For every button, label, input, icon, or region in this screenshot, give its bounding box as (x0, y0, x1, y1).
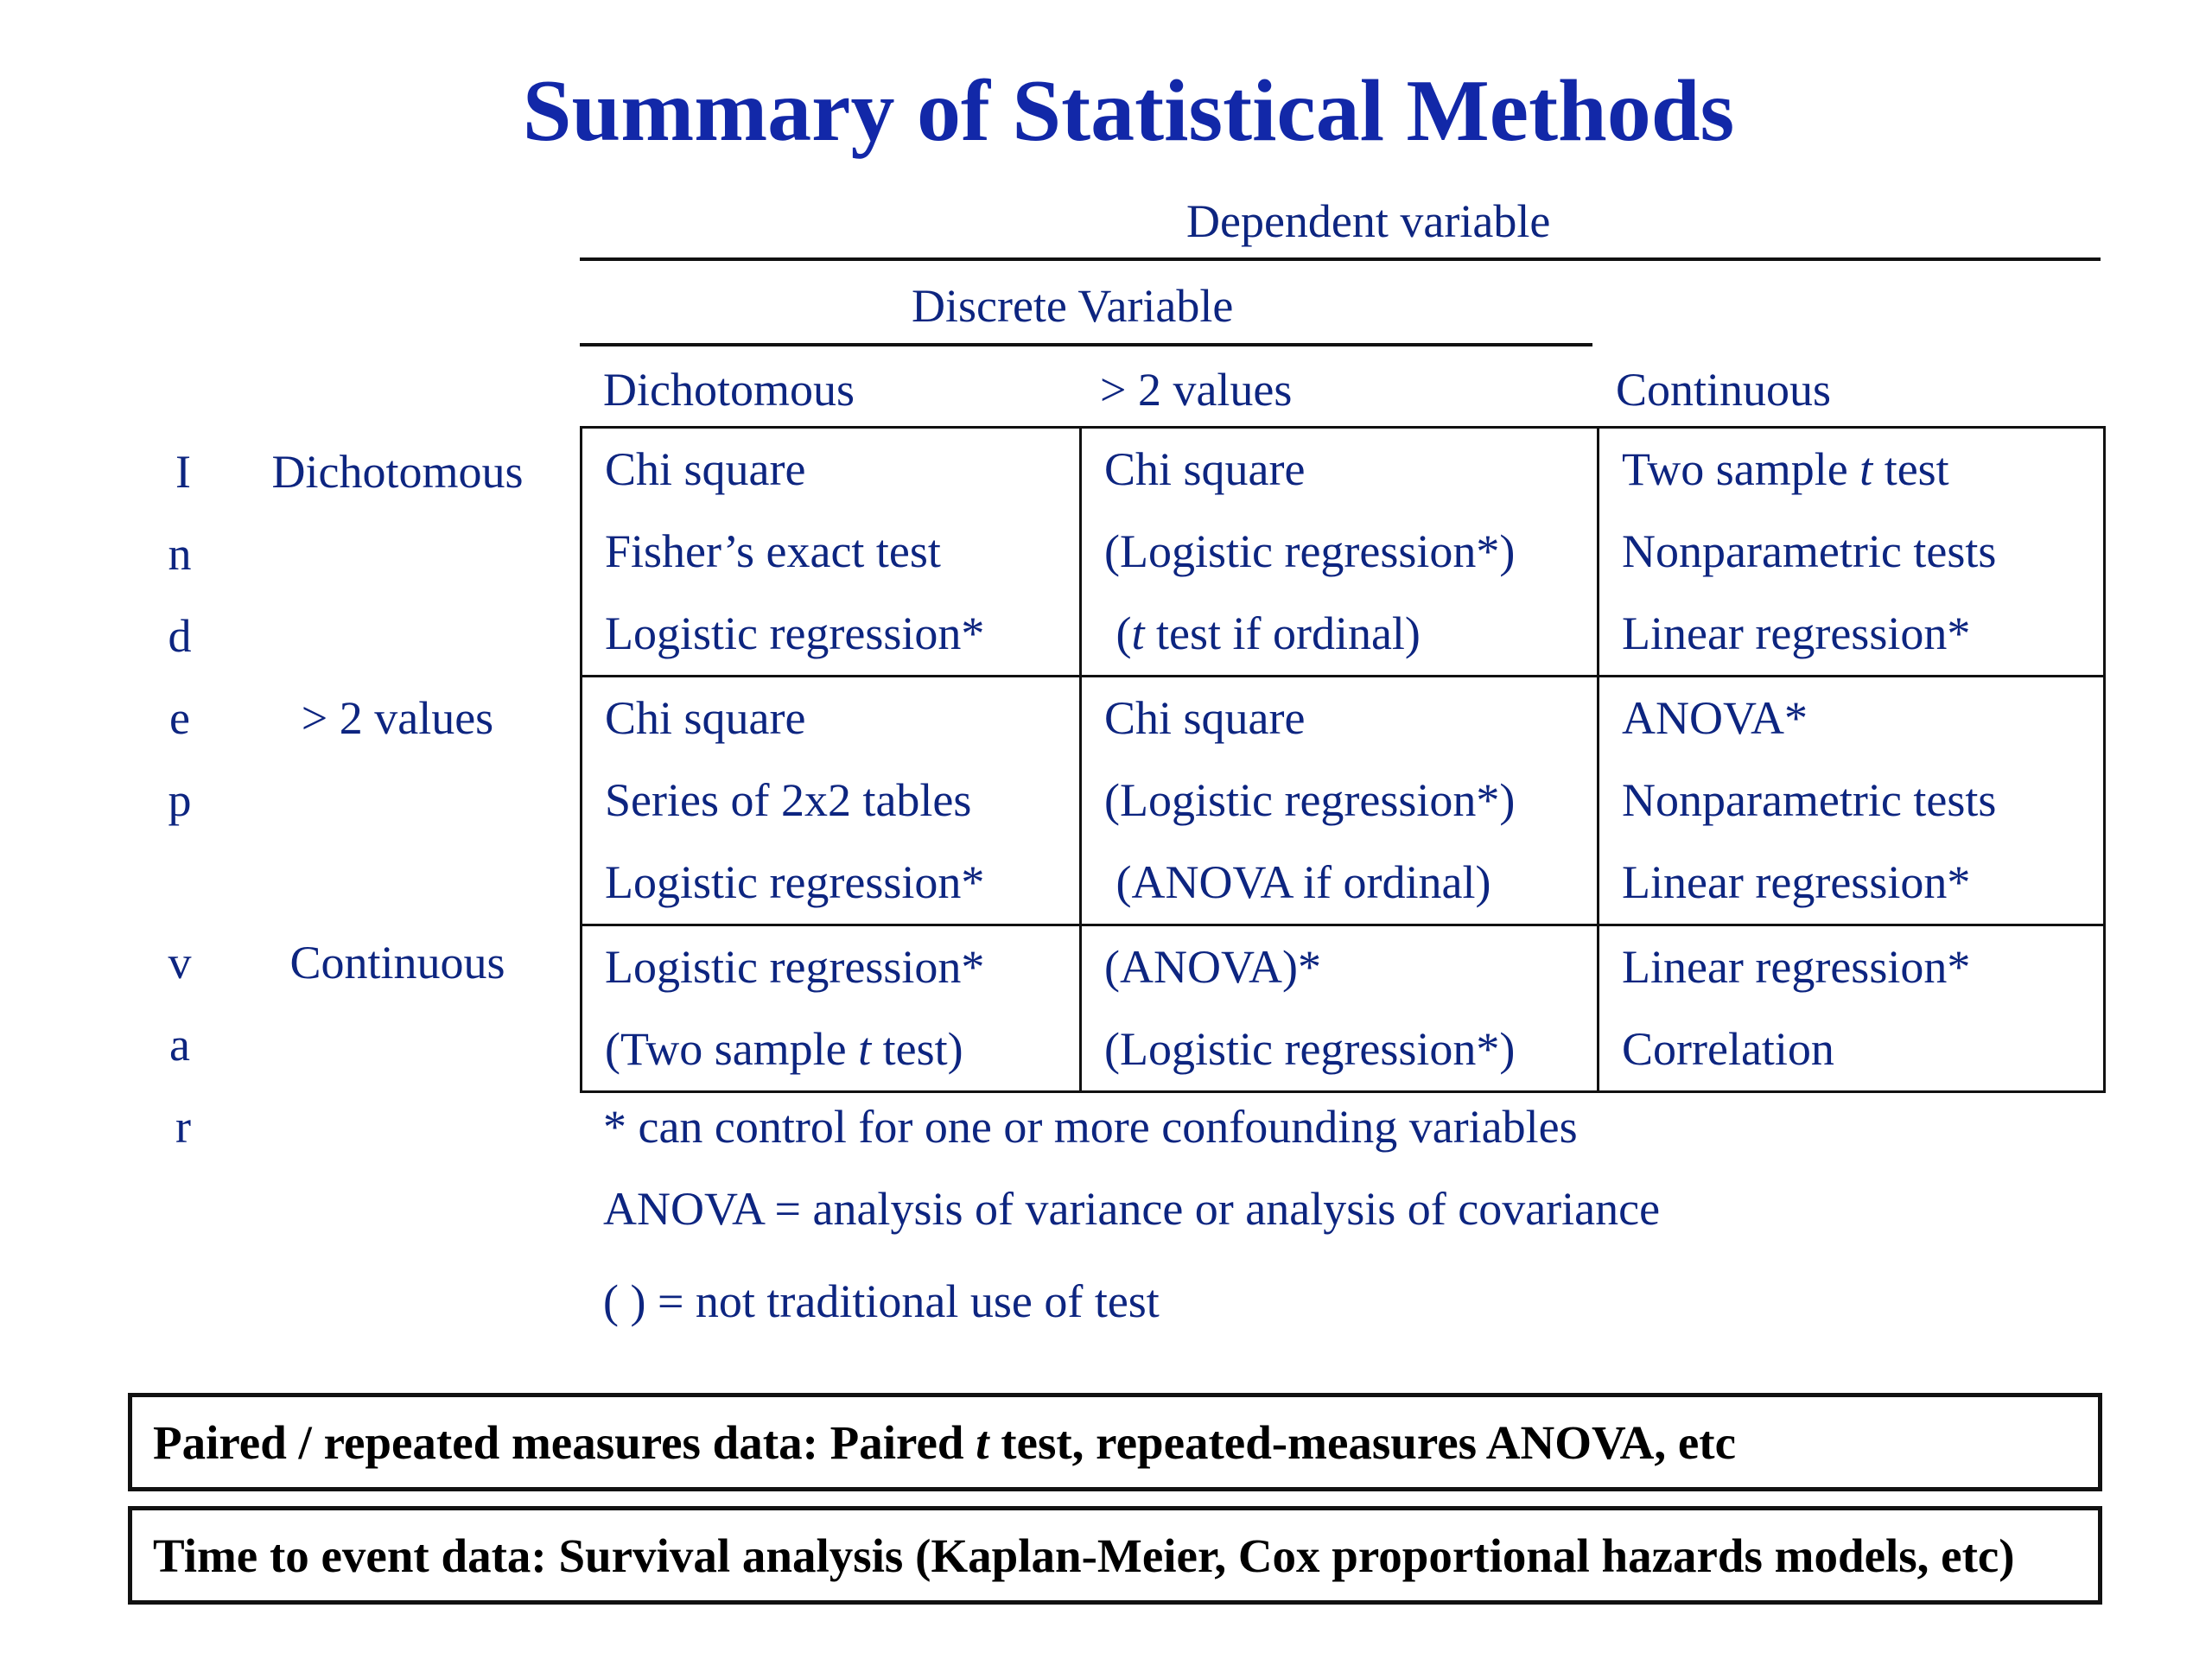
method-line: (Logistic regression*) (1104, 1023, 1516, 1075)
method-line: Two sample t test (1622, 443, 1949, 495)
time-to-event-box (128, 1506, 2102, 1605)
table-row (582, 925, 2105, 1092)
method-line: Chi square (605, 692, 806, 744)
indep-letter: d (168, 610, 192, 662)
table-cell (582, 677, 1081, 925)
method-line: Linear regression* (1622, 941, 1971, 993)
method-line: Chi square (605, 443, 806, 495)
method-line: Nonparametric tests (1622, 774, 1997, 826)
method-line: (t test if ordinal) (1104, 607, 1421, 659)
row-label-gt2-values: > 2 values (301, 692, 494, 744)
col-header-dichotomous: Dichotomous (603, 364, 855, 416)
dependent-variable-header: Dependent variable (1186, 195, 1551, 247)
method-line: Fisher’s exact test (605, 525, 941, 577)
method-line: (ANOVA if ordinal) (1104, 856, 1491, 908)
indep-letter: n (168, 528, 192, 580)
row-label-dichotomous: Dichotomous (271, 446, 524, 498)
paired-data-box (128, 1393, 2102, 1491)
indep-letter: a (169, 1019, 190, 1071)
method-line: Logistic regression* (605, 856, 985, 908)
method-line: Nonparametric tests (1622, 525, 1997, 577)
table-cell (1599, 925, 2105, 1092)
table-cell (1599, 428, 2105, 677)
footnote-anova: ANOVA = analysis of variance or analysis of covariance (603, 1183, 1661, 1235)
col-header-continuous: Continuous (1616, 364, 1832, 416)
method-line: Linear regression* (1622, 856, 1971, 908)
table-row (582, 428, 2105, 677)
table-cell (582, 925, 1081, 1092)
methods-table (580, 426, 2106, 1093)
method-line: Linear regression* (1622, 607, 1971, 659)
page-title: Summary of Statistical Methods (522, 62, 1735, 160)
indep-letter: e (169, 692, 190, 744)
footnote-confounding: * can control for one or more confounding variables (603, 1101, 1578, 1153)
method-line: (Logistic regression*) (1104, 774, 1516, 826)
method-line: (ANOVA)* (1104, 941, 1321, 993)
method-line: (Logistic regression*) (1104, 525, 1516, 577)
method-line: ANOVA* (1622, 692, 1808, 744)
table-cell (1081, 428, 1599, 677)
method-line: Series of 2x2 tables (605, 774, 972, 826)
row-label-continuous: Continuous (289, 937, 505, 988)
indep-letter: p (168, 774, 192, 826)
table-row (582, 677, 2105, 925)
table-cell (1081, 677, 1599, 925)
method-line: Chi square (1104, 443, 1306, 495)
method-line: (Two sample t test) (605, 1023, 963, 1075)
method-line: Logistic regression* (605, 607, 985, 659)
footnote-parentheses: ( ) = not traditional use of test (603, 1275, 1160, 1327)
indep-letter: r (175, 1101, 191, 1153)
col-header-gt2-values: > 2 values (1100, 364, 1293, 416)
discrete-variable-header: Discrete Variable (912, 280, 1234, 332)
table-cell (1599, 677, 2105, 925)
method-line: Logistic regression* (605, 941, 985, 993)
method-line: Chi square (1104, 692, 1306, 744)
method-line: Correlation (1622, 1023, 1834, 1075)
dependent-header-rule (580, 257, 2101, 261)
paired-data-text: Paired / repeated measures data: Paired t test, repeated-measures ANOVA, etc (153, 1415, 1736, 1469)
discrete-header-rule (580, 343, 1592, 346)
table-cell (582, 428, 1081, 677)
table-cell (1081, 925, 1599, 1092)
time-to-event-text: Time to event data: Survival analysis (Kaplan-Meier, Cox proportional hazards models, etc) (153, 1529, 2015, 1582)
indep-letter: v (168, 937, 192, 988)
indep-letter: I (175, 446, 191, 498)
